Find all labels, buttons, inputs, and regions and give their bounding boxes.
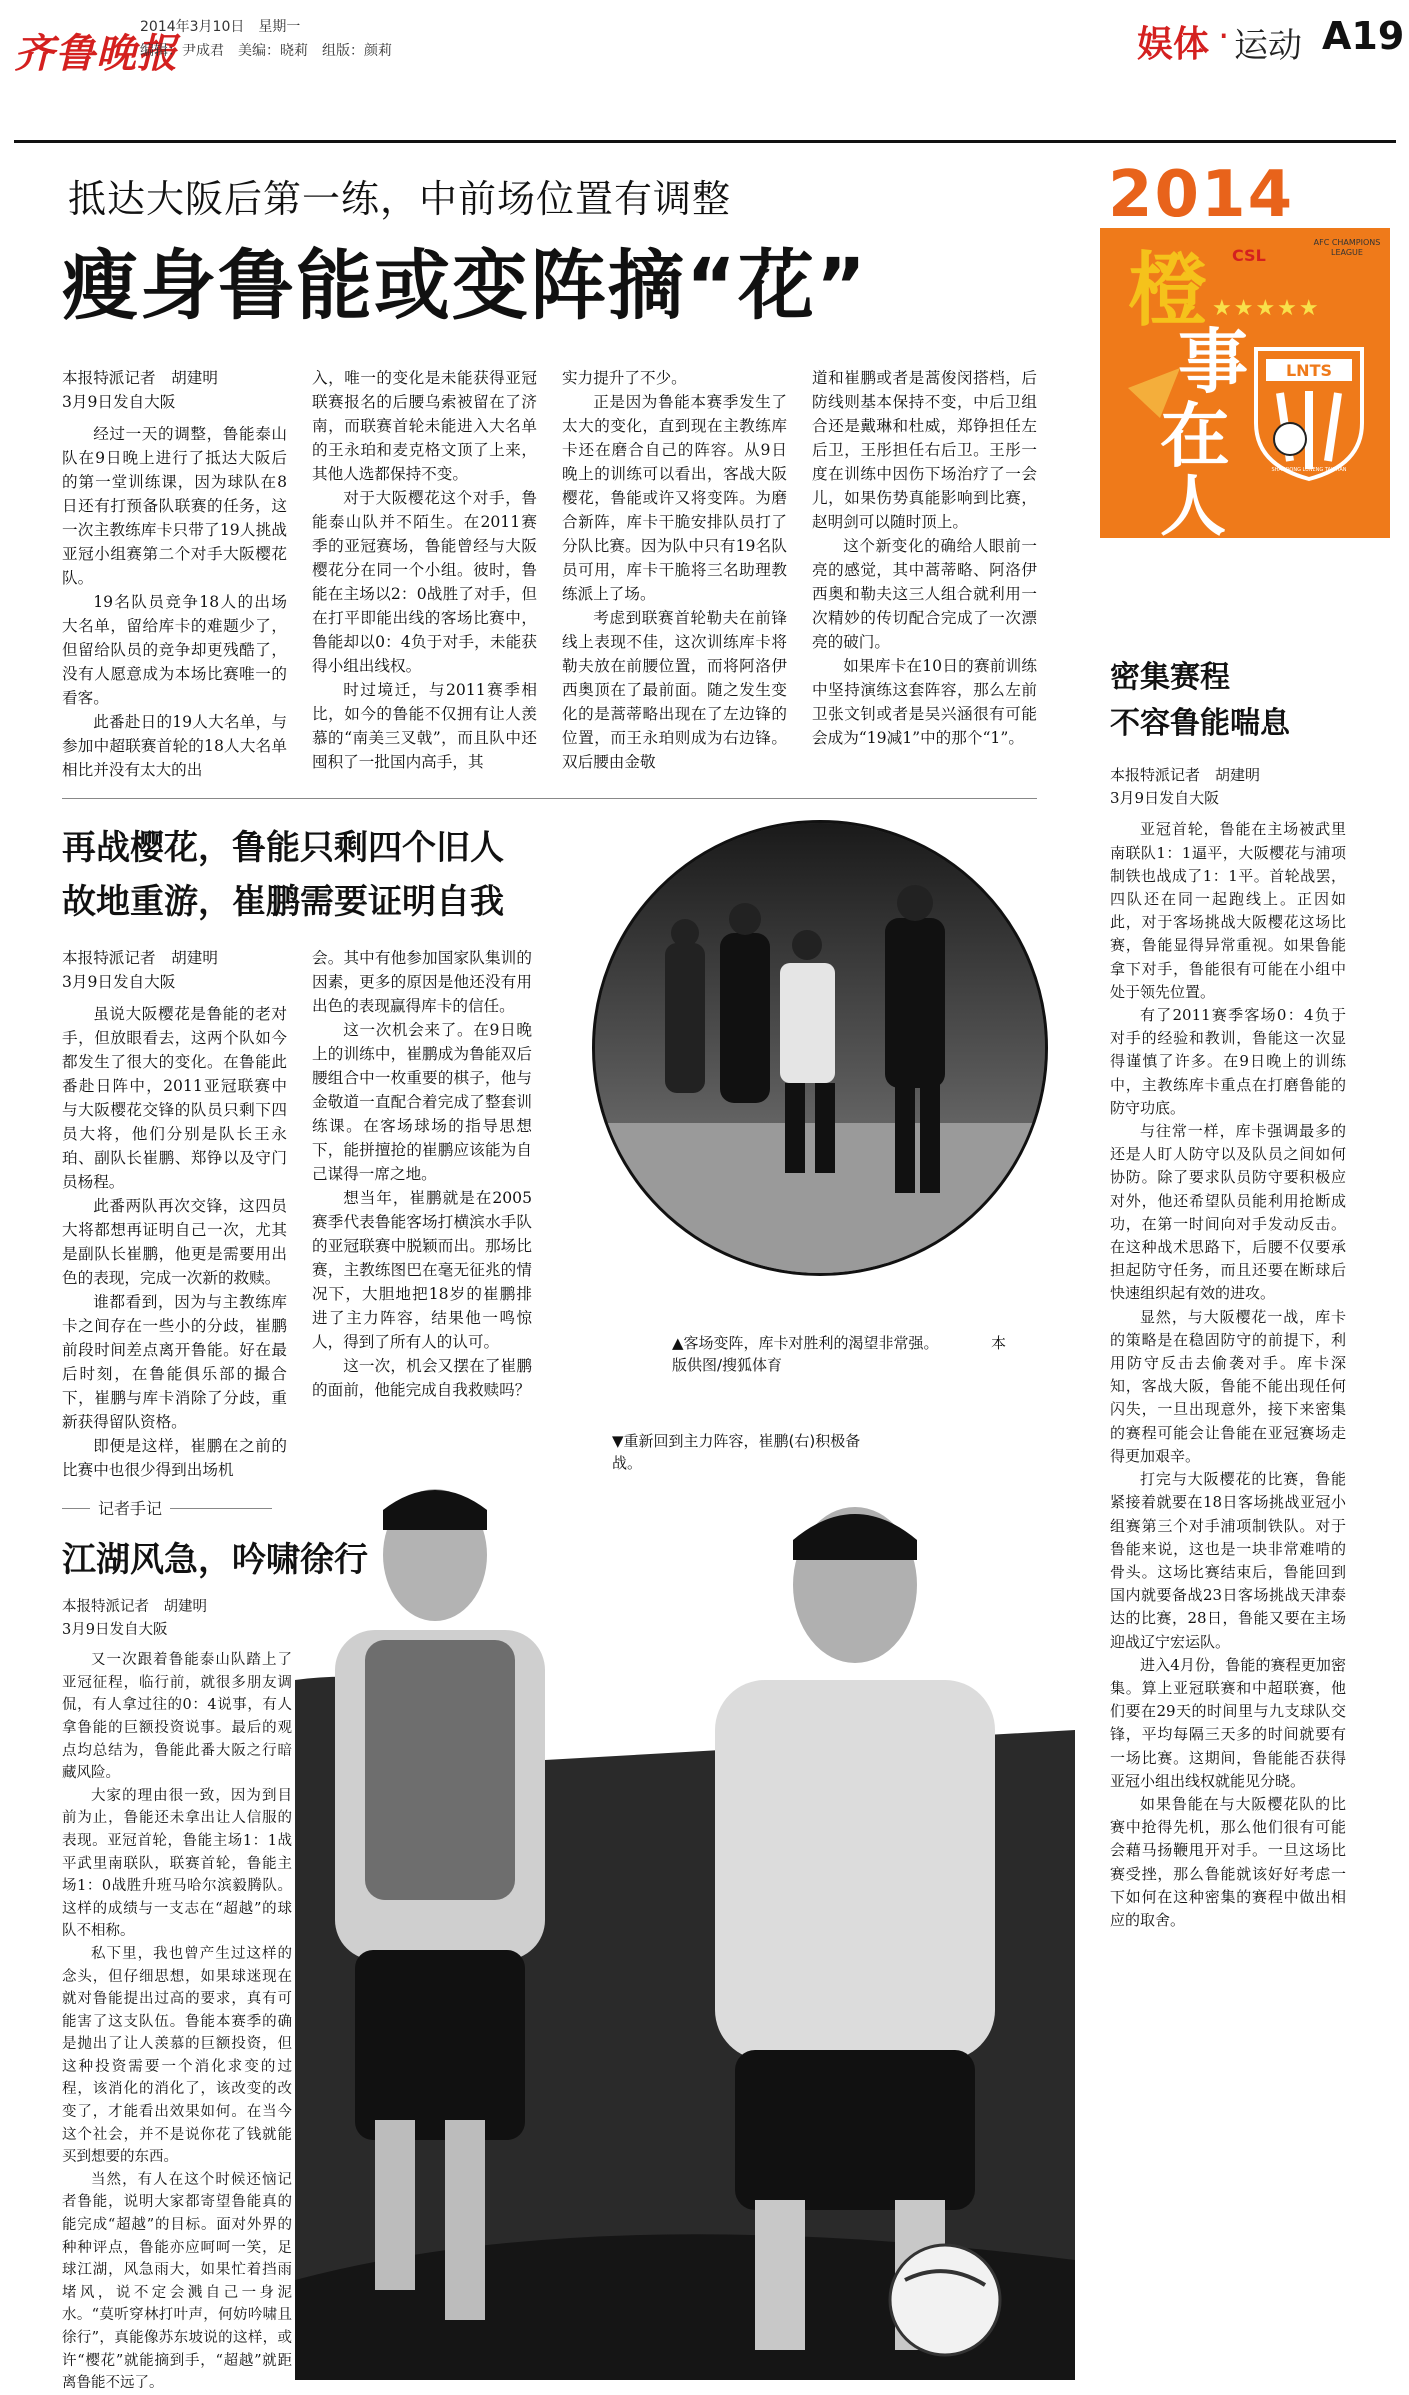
csl-logo: CSL — [1232, 246, 1266, 265]
paragraph: 大家的理由很一致，因为到目前为止，鲁能还未拿出让人信服的表现。亚冠首轮，鲁能主场1：1战平武里南联队，联赛首轮，鲁能主场1：0战胜升班马哈尔滨毅腾队。这样的成绩与一支志在“超越”的球队不相称。 — [62, 1787, 292, 1940]
paragraph: 如果库卡在10日的赛前训练中坚持演练这套阵容，那么左前卫张文钊或者是吴兴涵很有可能会成为“19减1”中的那个“1”。 — [812, 657, 1037, 747]
second-col-2 — [312, 946, 532, 1402]
paragraph: 谁都看到，因为与主教练库卡之间存在一些小的分歧，崔鹏前段时间差点离开鲁能。好在最后时刻，在鲁能俱乐部的撮合下，崔鹏与库卡消除了分歧，重新获得留队资格。 — [62, 1293, 287, 1431]
paragraph: 正是因为鲁能本赛季发生了太大的变化，直到现在主教练库卡还在磨合自己的阵容。从9日晚上的训练可以看出，客战大阪樱花，鲁能或许又将变阵。为磨合新阵，库卡干脆安排队员打了分队比赛。因为队中只有19名队员可用，库卡干脆将三名助理教练派上了场。 — [562, 393, 787, 603]
paragraph: 当然，有人在这个时候还恼记者鲁能，说明大家都寄望鲁能真的能完成“超越”的目标。面对外界的种种评点，鲁能亦应呵呵一笑，足球江湖，风急雨大，如果忙着挡雨堵风，说不定会溅自己一身泥水。“莫听穿林打叶声，何妨吟啸且徐行”，真能像苏东坡说的这样，或许“樱花”就能摘到手，“超越”就距离鲁能不远了。 — [62, 2171, 292, 2392]
third-headline: 江湖风急，吟啸徐行 — [62, 1540, 368, 1580]
newspaper-logo: 齐鲁晚报 — [14, 30, 178, 77]
paragraph: 19名队员竞争18人的出场大名单，留给库卡的难题少了，但留给队员的竞争却更残酷了，没有人愿意成为本场比赛唯一的看客。 — [62, 593, 287, 707]
paragraph: 道和崔鹏或者是蒿俊闵搭档，后防线则基本保持不变，中后卫组合还是戴琳和杜威，郑铮担任左后卫，王彤担任右后卫。王彤一度在训练中因伤下场治疗了一会儿，如果伤势真能影响到比赛，赵明剑可以随时顶上。 — [812, 369, 1037, 531]
paragraph: 实力提升了不少。 — [562, 369, 687, 387]
main-headline: 瘦身鲁能或变阵摘“花” — [62, 241, 868, 330]
series-logo-box — [1100, 158, 1390, 545]
paragraph: 进入4月份，鲁能的赛程更加密集。算上亚冠联赛和中超联赛，他们要在29天的时间里与九支球队交锋，平均每隔三天多的时间就要有一场比赛。这期间，鲁能能否获得亚冠小组出线权就能见分晓。 — [1110, 1655, 1346, 1790]
paragraph: 此番赴日的19人大名单，与参加中超联赛首轮的18人大名单相比并没有太大的出 — [62, 713, 287, 779]
section-divider — [62, 798, 1037, 799]
paragraph: 有了2011赛季客场0：4负于对手的经验和教训，鲁能这一次显得谨慎了许多。在9日晚上的训练中，主教练库卡重点在打磨鲁能的防守功底。 — [1110, 1006, 1346, 1117]
main-byline: 本报特派记者 胡建明 — [62, 369, 218, 387]
paragraph: 虽说大阪樱花是鲁能的老对手，但放眼看去，这两个队如今都发生了很大的变化。在鲁能此番赴日阵中，2011亚冠联赛中与大阪樱花交锋的队员只剩下四员大将，他们分别是队长王永珀、副队长崔鹏、郑铮以及守门员杨程。 — [62, 1005, 287, 1191]
player-photo-caption: ▼重新回到主力阵容，崔鹏(右)积极备战。 — [612, 1432, 861, 1472]
second-headline-2: 故地重游，崔鹏需要证明自我 — [62, 882, 504, 922]
players-training-photo — [295, 1380, 1075, 2380]
side-headline-1: 密集赛程 — [1110, 660, 1230, 695]
third-col — [62, 1596, 292, 2395]
paragraph: 对于大阪樱花这个对手，鲁能泰山队并不陌生。在2011赛季的亚冠赛场，鲁能曾经与大阪樱花分在同一个小组。彼时，鲁能在主场以2：0战胜了对手，但在打平即能出线的客场比赛中，鲁能却以0：4负于对手，未能获得小组出线权。 — [312, 489, 537, 675]
paragraph: 入，唯一的变化是未能获得亚冠联赛报名的后腰乌索被留在了济南，而联赛首轮未能进入大名单的王永珀和麦克格文顶了上来，其他人选都保持不变。 — [312, 369, 537, 483]
paragraph: 会。其中有他参加国家队集训的因素，更多的原因是他还没有用出色的表现赢得库卡的信任。 — [312, 949, 532, 1015]
logo-char-1: 橙 — [1128, 244, 1208, 337]
second-byline: 本报特派记者 胡建明 — [62, 949, 218, 967]
paragraph: 这一次，机会又摆在了崔鹏的面前，他能完成自我救赎吗？ — [312, 1357, 532, 1399]
masthead-rule — [14, 140, 1396, 143]
paragraph: 与往常一样，库卡强调最多的还是人盯人防守以及队员之间如何协防。除了要求队员防守要积极应对外，他还希望队员能利用抢断成功，在第一时间向对手发动反击。在这种战术思路下，后腰不仅要承担起防守任务，而且还要在断球后快速组织起有效的进攻。 — [1110, 1122, 1346, 1303]
side-byline: 本报特派记者 胡建明 — [1110, 766, 1261, 784]
page-number: A19 — [1322, 14, 1405, 58]
section-dot: · — [1218, 16, 1230, 57]
side-dateline: 3月9日发自大阪 — [1110, 789, 1220, 808]
crest-subtext: SHANDONG LUNENG TAISHAN — [1271, 467, 1347, 473]
training-circle-photo — [592, 820, 1048, 1276]
section-name: 娱体 — [1137, 24, 1210, 65]
paragraph: 考虑到联赛首轮勒夫在前锋线上表现不佳，这次训练库卡将勒夫放在前腰位置，而将阿洛伊西奥顶在了最前面。随之发生变化的是蒿蒂略出现在了左边锋的位置，而王永珀则成为右边锋。双后腰由金敬 — [562, 609, 787, 771]
logo-year: 2014 — [1108, 158, 1295, 232]
main-col-3 — [562, 366, 787, 774]
paragraph: 显然，与大阪樱花一战，库卡的策略是在稳固防守的前提下，利用防守反击去偷袭对手。库卡深知，客战大阪，鲁能不能出现任何闪失，一旦出现意外，接下来密集的赛程可能会让鲁能在亚冠赛场走得更加艰辛。 — [1110, 1307, 1346, 1465]
date-line: 2014年3月10日 星期一 — [140, 19, 301, 35]
second-dateline: 3月9日发自大阪 — [62, 973, 176, 991]
main-col-1 — [62, 366, 287, 782]
second-headline-1: 再战樱花，鲁能只剩四个旧人 — [62, 828, 504, 868]
paragraph: 此番两队再次交锋，这四员大将都想再证明自己一次，尤其是副队长崔鹏，他更是需要用出色的表现，完成一次新的救赎。 — [62, 1197, 287, 1287]
paragraph: 又一次跟着鲁能泰山队踏上了亚冠征程，临行前，就很多朋友调侃，有人拿过往的0：4说事，有人拿鲁能的巨额投资说事。最后的观点均总结为，鲁能此番大阪之行暗藏风险。 — [62, 1652, 292, 1782]
afc-logo: AFC CHAMPIONS LEAGUE — [1313, 238, 1381, 257]
stars-icon: ★★★★★ — [1212, 296, 1321, 321]
logo-char-4: 人 — [1160, 468, 1226, 545]
third-dateline: 3月9日发自大阪 — [62, 1621, 168, 1638]
crest-text: LNTS — [1285, 361, 1333, 380]
paragraph: 即便是这样，崔鹏在之前的比赛中也很少得到出场机 — [62, 1437, 287, 1479]
paragraph: 经过一天的调整，鲁能泰山队在9日晚上进行了抵达大阪后的第一堂训练课，因为球队在8日还有打预备队联赛的任务，这一次主教练库卡只带了19人挑战亚冠小组赛第二个对手大阪樱花队。 — [62, 425, 287, 587]
editor-credits: 编辑：尹成君 美编：晓莉 组版：颜莉 — [140, 43, 392, 59]
paragraph: 想当年，崔鹏就是在2005赛季代表鲁能客场打横滨水手队的亚冠联赛中脱颖而出。那场比赛，主教练图巴在毫无征兆的情况下，大胆地把18岁的崔鹏排进了主力阵容，结果他一鸣惊人，得到了所有人的认可。 — [312, 1189, 532, 1351]
third-byline: 本报特派记者 胡建明 — [62, 1599, 207, 1615]
side-headline-2: 不容鲁能喘息 — [1110, 706, 1290, 741]
main-kicker: 抵达大阪后第一练，中前场位置有调整 — [68, 177, 732, 221]
logo-char-3: 在 — [1160, 395, 1230, 477]
club-crest — [1250, 343, 1368, 483]
main-col-2 — [312, 366, 537, 774]
paragraph: 如果鲁能在与大阪樱花队的比赛中抢得先机，那么他们很有可能会藉马扬鞭甩开对手。一旦这场比赛受挫，那么鲁能就该好好考虑一下如何在这种密集的赛程中做出相应的取舍。 — [1110, 1794, 1346, 1929]
side-col — [1110, 764, 1346, 1932]
main-dateline: 3月9日发自大阪 — [62, 393, 176, 411]
masthead — [0, 0, 1409, 140]
main-col-4 — [812, 366, 1037, 750]
paragraph: 亚冠首轮，鲁能在主场被武里南联队1：1逼平，大阪樱花与浦项制铁也战成了1：1平。首轮战罢，四队还在同一起跑线上。正因如此，对于客场挑战大阪樱花这场比赛，鲁能显得异常重视。如果鲁能拿下对手，鲁能很有可能在小组中处于领先位置。 — [1110, 820, 1346, 1001]
subsection-name: 运动 — [1234, 26, 1302, 66]
column-label: 记者手记 — [90, 1496, 170, 1519]
paragraph: 这个新变化的确给人眼前一亮的感觉，其中蒿蒂略、阿洛伊西奥和勒夫这三人组合就利用一次精妙的传切配合完成了一次漂亮的破门。 — [812, 537, 1037, 651]
logo-char-2: 事 — [1178, 321, 1248, 403]
circle-photo-caption: ▲客场变阵，库卡对胜利的渴望非常强。 本版供图/搜狐体育 — [672, 1334, 1007, 1374]
paragraph: 时过境迁，与2011赛季相比，如今的鲁能不仅拥有让人羡慕的“南美三叉戟”，而且队中还囤积了一批国内高手，其 — [312, 681, 537, 771]
paragraph: 打完与大阪樱花的比赛，鲁能紧接着就要在18日客场挑战亚冠小组赛第三个对手浦项制铁队。对于鲁能来说，这也是一块非常难啃的骨头。这场比赛结束后，鲁能回到国内就要备战23日客场挑战天津泰达的比赛，28日，鲁能又要在主场迎战辽宁宏运队。 — [1110, 1470, 1346, 1651]
second-col-1 — [62, 946, 287, 1482]
paragraph: 私下里，我也曾产生过这样的念头，但仔细思想，如果球迷现在就对鲁能提出过高的要求，真有可能害了这支队伍。鲁能本赛季的确是抛出了让人羡慕的巨额投资，但这种投资需要一个消化求变的过程，该消化的消化了，该改变的改变了，才能看出效果如何。在当今这个社会，并不是说你花了钱就能买到想要的东西。 — [62, 1945, 292, 2166]
paragraph: 这一次机会来了。在9日晚上的训练中，崔鹏成为鲁能双后腰组合中一枚重要的棋子，他与金敬道一直配合着完成了整套训练课。在客场球场的指导思想下，能拼擅抢的崔鹏应该能为自己谋得一席之地。 — [312, 1021, 532, 1183]
